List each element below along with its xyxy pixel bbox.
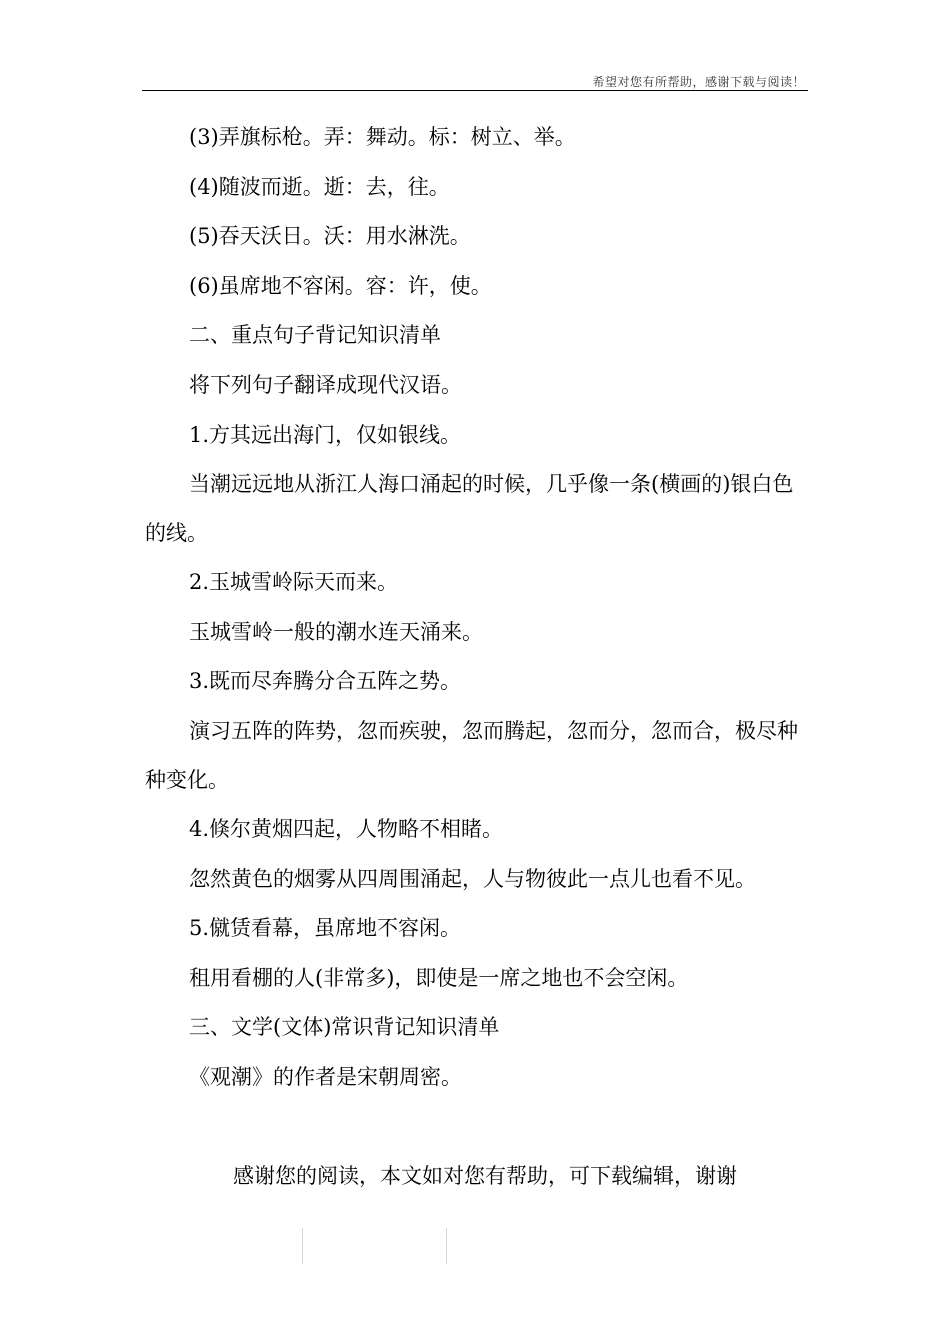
instruction-text: 将下列句子翻译成现代汉语。 [189,372,462,397]
translation-text: 当潮远远地从浙江人海口涌起的时候，几乎像一条(横画的)银白色的线。 [145,472,794,546]
sentence-item: 5.僦赁看幕，虽席地不容闲。 [189,916,462,941]
sentence-item: 1.方其远出海门，仅如银线。 [189,422,462,447]
section-heading: 三、文学(文体)常识背记知识清单 [189,1015,500,1040]
paragraph: (4)随波而逝。逝：去，往。 [189,174,450,199]
paragraph: (5)吞天沃日。沃：用水淋洗。 [189,224,471,249]
closing-text: 感谢您的阅读，本文如对您有帮助，可下载编辑，谢谢 [233,1164,737,1188]
document-body [145,113,808,1103]
translation-text: 忽然黄色的烟雾从四周围涌起，人与物彼此一点儿也看不见。 [189,866,756,891]
translation-text: 玉城雪岭一般的潮水连天涌来。 [189,619,483,644]
paragraph: (6)虽席地不容闲。容：许，使。 [189,273,492,298]
paragraph: 《观潮》的作者是宋朝周密。 [189,1064,462,1089]
header-divider [142,90,808,91]
footer-divider-right [446,1228,447,1264]
section-heading: 二、重点句子背记知识清单 [189,323,441,348]
sentence-item: 3.既而尽奔腾分合五阵之势。 [189,669,462,694]
translation-text: 租用看棚的人(非常多)，即使是一席之地也不会空闲。 [189,965,689,990]
translation-text: 演习五阵的阵势，忽而疾驶，忽而腾起，忽而分，忽而合，极尽种种变化。 [145,718,798,792]
sentence-item: 4.倏尔黄烟四起，人物略不相睹。 [189,816,504,841]
paragraph: (3)弄旗标枪。弄：舞动。标：树立、举。 [189,125,576,149]
page-header-text: 希望对您有所帮助，感谢下载与阅读！ [592,75,805,89]
footer-divider-left [302,1228,303,1264]
sentence-item: 2.玉城雪岭际天而来。 [189,570,399,595]
